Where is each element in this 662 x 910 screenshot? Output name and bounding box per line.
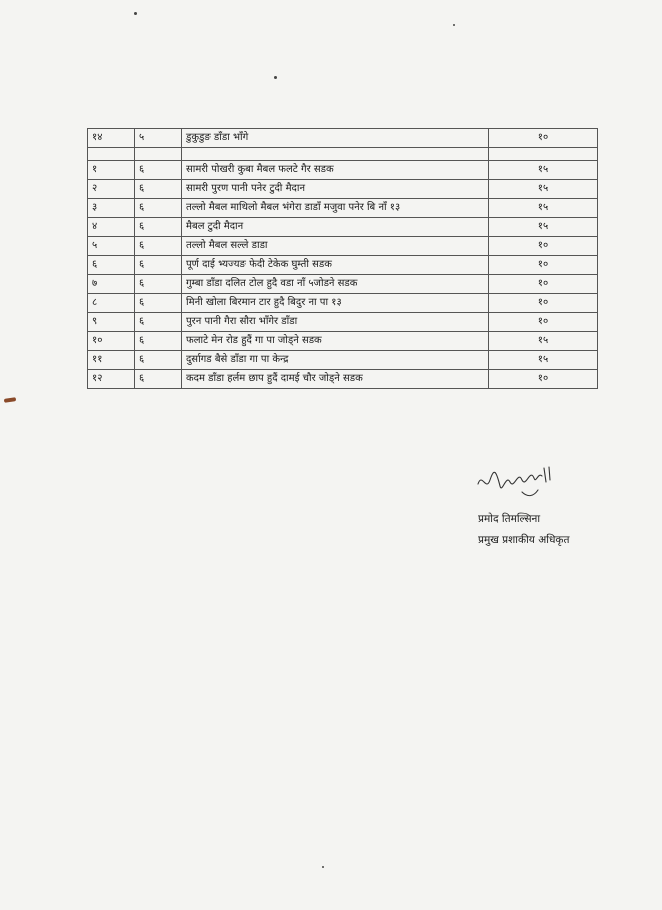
cell-serial: १० [88,332,135,351]
cell-ward: ६ [135,180,182,199]
cell-project-name: पुरन पानी गैरा सौरा भाँगेर डाँडा [182,313,489,332]
cell-serial: १ [88,161,135,180]
table-row [88,148,598,161]
cell-project-name: पूर्ण दाई भ्यज्यङ फेदी टेकेक घुम्ती सडक [182,256,489,275]
table-row [88,161,598,180]
cell-serial: २ [88,180,135,199]
cell-ward: ६ [135,256,182,275]
cell-amount: १० [489,294,598,313]
cell-project-name: तल्लो मैबल सल्ले डाडा [182,237,489,256]
cell-amount: १५ [489,180,598,199]
scan-speck [134,12,137,15]
table-row [88,351,598,370]
table-row [88,129,598,148]
cell-amount: १५ [489,161,598,180]
table-row [88,332,598,351]
cell-serial: ४ [88,218,135,237]
cell-amount: १५ [489,332,598,351]
cell-project-name: तल्लो मैबल माथिलो मैबल भंगेरा डाडाँ मजुवा पनेर बि नाँ १३ [182,199,489,218]
signatory-name: प्रमोद तिमल्सिना [478,513,541,525]
cell-ward: ६ [135,332,182,351]
cell-serial: ३ [88,199,135,218]
cell-ward: ६ [135,161,182,180]
scan-speck [274,76,277,79]
cell-serial: १२ [88,370,135,389]
cell-project-name [182,148,489,161]
cell-serial [88,148,135,161]
cell-amount [489,148,598,161]
cell-ward: ६ [135,370,182,389]
cell-amount: १५ [489,351,598,370]
cell-ward: ६ [135,313,182,332]
cell-serial: १४ [88,129,135,148]
cell-serial: ६ [88,256,135,275]
table-row [88,370,598,389]
cell-ward [135,148,182,161]
table-row [88,256,598,275]
signatory-title: प्रमुख प्रशाकीय अधिकृत [478,534,570,546]
project-table [87,128,598,389]
cell-amount: १० [489,275,598,294]
cell-amount: १५ [489,199,598,218]
table-row [88,218,598,237]
table-body [88,129,598,389]
table-row [88,313,598,332]
cell-ward: ६ [135,237,182,256]
cell-amount: १० [489,256,598,275]
cell-amount: १० [489,129,598,148]
cell-ward: ६ [135,218,182,237]
scan-speck [453,24,455,26]
table-row [88,275,598,294]
signature [472,462,562,508]
scan-speck [322,866,324,868]
cell-project-name: फलाटे मेन रोड हुदैं गा पा जोड्ने सडक [182,332,489,351]
cell-ward: ५ [135,129,182,148]
cell-serial: ७ [88,275,135,294]
cell-project-name: मैबल टुदी मैदान [182,218,489,237]
cell-ward: ६ [135,275,182,294]
cell-ward: ६ [135,351,182,370]
table-row [88,199,598,218]
cell-project-name: मिनी खोला बिरमान टार हुदै बिदुर ना पा १३ [182,294,489,313]
cell-serial: ८ [88,294,135,313]
cell-amount: १५ [489,218,598,237]
scan-edge-mark [4,397,16,403]
cell-project-name: दुर्सागड बैसे डाँडा गा पा केन्द्र [182,351,489,370]
cell-project-name: सामरी पुरण पानी पनेर टुदी मैदान [182,180,489,199]
table-row [88,180,598,199]
cell-project-name: गुम्बा डाँडा दलित टोल हुदै वडा नाँ ५जोडने सडक [182,275,489,294]
cell-amount: १० [489,237,598,256]
cell-amount: १० [489,313,598,332]
cell-amount: १० [489,370,598,389]
cell-ward: ६ [135,294,182,313]
cell-ward: ६ [135,199,182,218]
cell-serial: ११ [88,351,135,370]
cell-project-name: सामरी पोखरी कुबा मैबल फलटे गैर सडक [182,161,489,180]
table-row [88,237,598,256]
cell-project-name: कदम डाँडा हर्लम छाप हुदैं दामई चौर जोड्ने सडक [182,370,489,389]
table-row [88,294,598,313]
cell-serial: ५ [88,237,135,256]
cell-serial: ९ [88,313,135,332]
cell-project-name: डुकुडुङ डाँडा भाँगे [182,129,489,148]
